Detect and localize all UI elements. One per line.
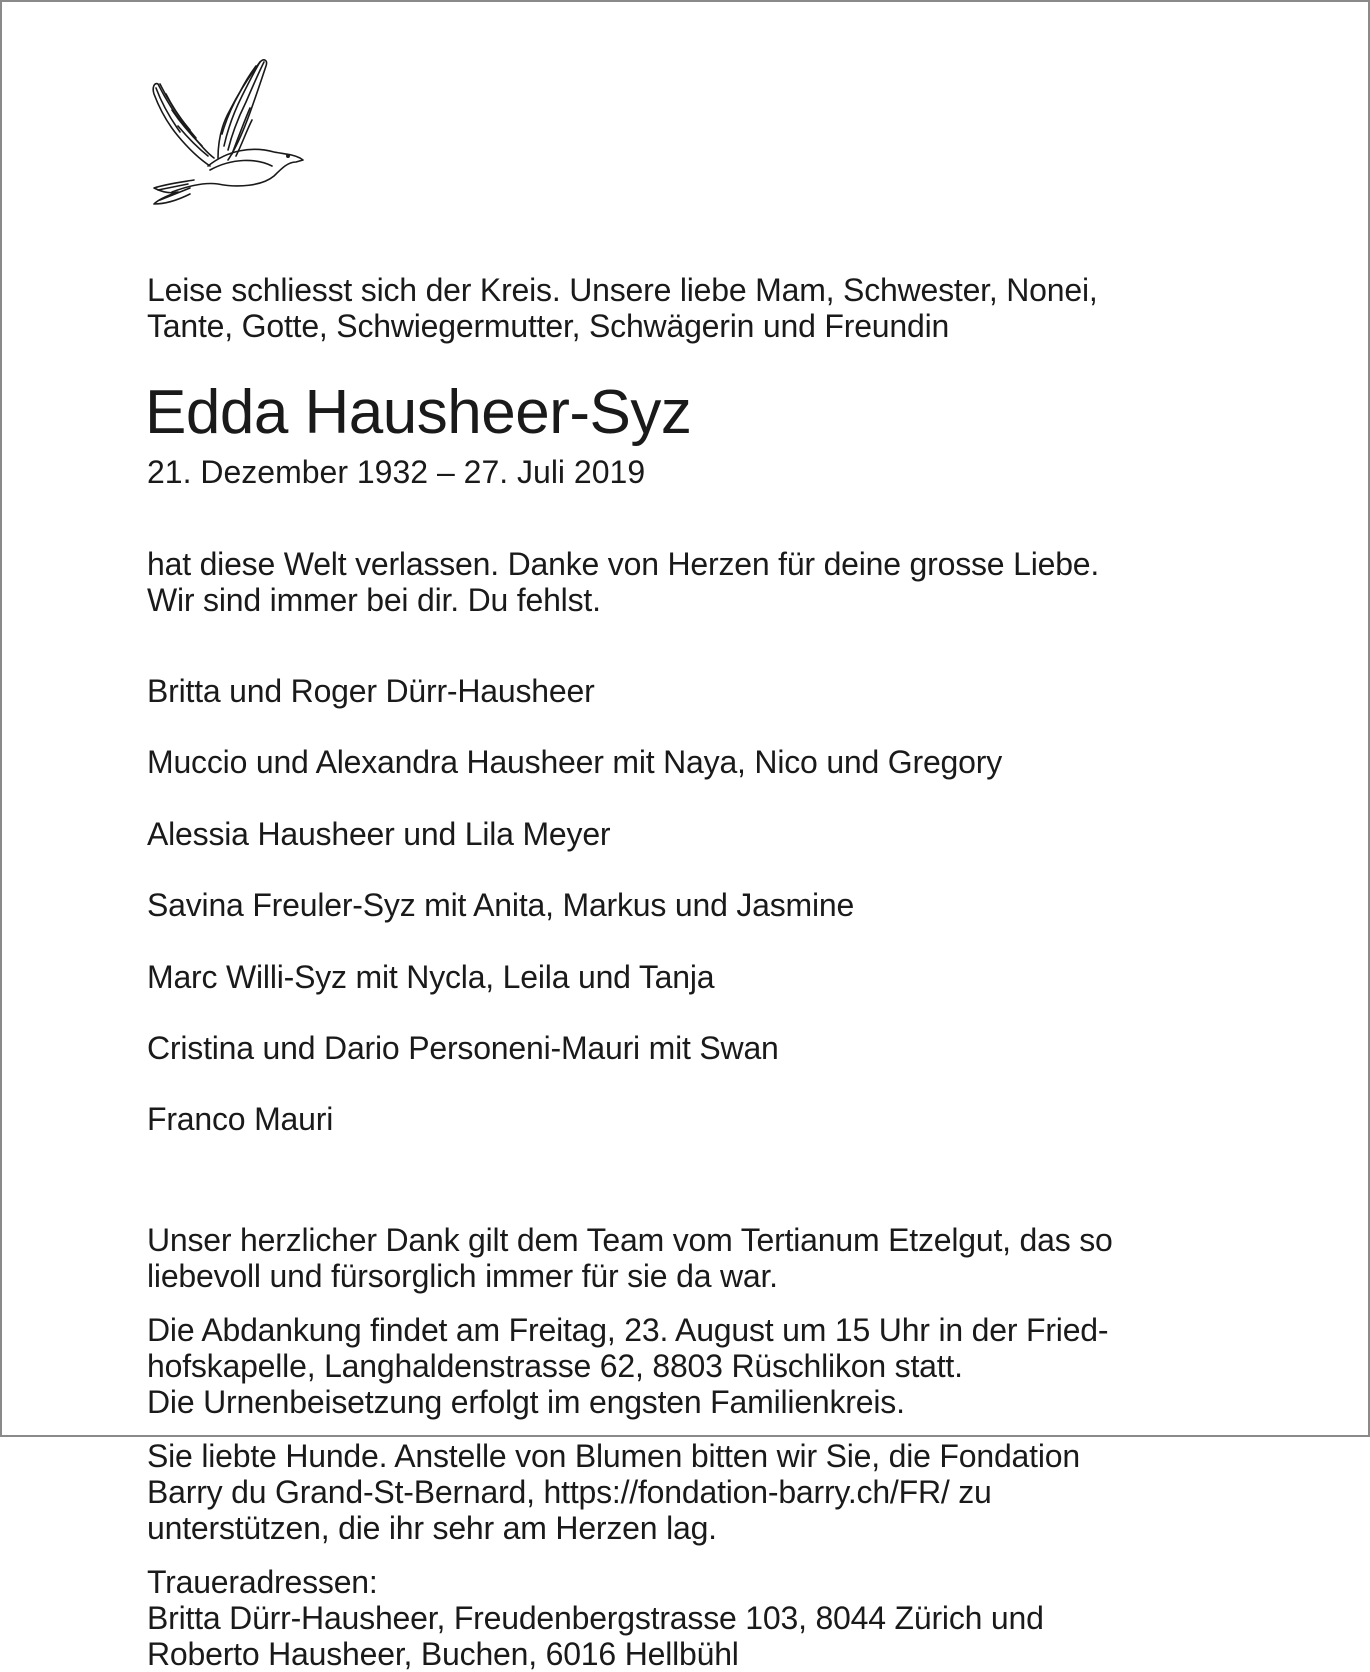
service-details: Die Abdankung findet am Freitag, 23. August um 15 Uhr in der Fried- hofskapelle, Langhaldenstrasse 62, 8803 Rüschlikon statt. Die Urnenbeisetzung erfolgt im engsten Familienkreis.	[147, 1311, 1109, 1420]
farewell-text: hat diese Welt verlassen. Danke von Herzen für deine grosse Liebe. Wir sind immer bei dir. Du fehlst.	[147, 546, 1100, 618]
mourner-line: Franco Mauri	[147, 1101, 334, 1138]
life-dates: 21. Dezember 1932 – 27. Juli 2019	[147, 454, 646, 490]
addresses-text: Britta Dürr-Hausheer, Freudenbergstrasse 103, 8044 Zürich und Roberto Hausheer, Buchen, 6016 Hellbühl	[147, 1599, 1044, 1672]
donation-request: Sie liebte Hunde. Anstelle von Blumen bitten wir Sie, die Fondation Barry du Grand-St-Bernard, https://fondation-barry.ch/FR/ zu unterstützen, die ihr sehr am Herzen lag.	[147, 1437, 1080, 1546]
mourner-line: Marc Willi-Syz mit Nycla, Leila und Tanja	[147, 958, 715, 995]
mourner-line: Muccio und Alexandra Hausheer mit Naya, Nico und Gregory	[147, 744, 1003, 781]
mourner-line: Cristina und Dario Personeni-Mauri mit Swan	[147, 1030, 779, 1067]
thanks-text: Unser herzlicher Dank gilt dem Team vom Tertianum Etzelgut, das so liebevoll und fürsorglich immer für sie da war.	[147, 1221, 1113, 1294]
mourner-line: Alessia Hausheer und Lila Meyer	[147, 815, 611, 852]
dove-icon	[148, 54, 308, 210]
obituary-content	[147, 272, 1237, 1672]
addresses-label: Traueradressen:	[147, 1563, 378, 1600]
deceased-name: Edda Hausheer-Syz	[145, 378, 692, 447]
mourner-line: Savina Freuler-Syz mit Anita, Markus und Jasmine	[147, 887, 855, 924]
condolence-addresses	[147, 1564, 1237, 1672]
mourner-line: Britta und Roger Dürr-Hausheer	[147, 673, 595, 709]
mourners-list	[147, 638, 1237, 1174]
intro-text: Leise schliesst sich der Kreis. Unsere liebe Mam, Schwester, Nonei, Tante, Gotte, Schwiegermutter, Schwägerin und Freundin	[147, 272, 1098, 344]
